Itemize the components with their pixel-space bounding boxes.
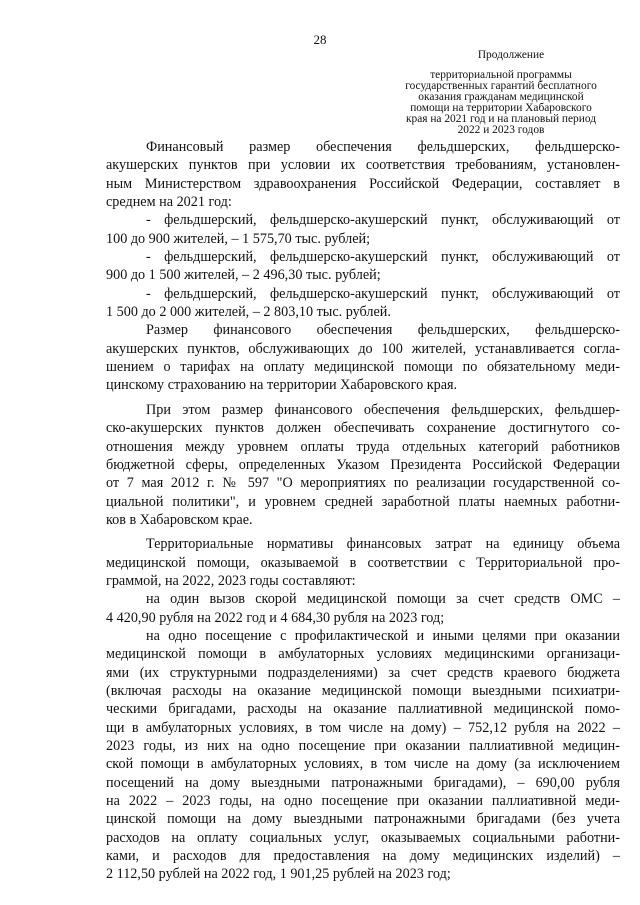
body-line: Финансовый размер обеспечения фельдшерских, фельдшерско-	[146, 139, 620, 155]
header-line: оказания гражданам медицинской	[418, 91, 584, 103]
body-line: 2023 годы, из них на одно посещение при оказании паллиативной медицин-	[106, 738, 620, 754]
body-line: ско-акушерских пунктов должен обеспечивать сохранение достигнутого со-	[106, 420, 620, 437]
body-line: - фельдшерский, фельдшерско-акушерский пункт, обслуживающий от	[146, 249, 620, 266]
body-line: бюджетной сферы, определенных Указом Президента Российской Федерации	[106, 456, 620, 473]
header-line: края на 2021 год и на плановый период	[405, 113, 597, 125]
body-line: граммой, на 2022, 2023 годы составляют:	[106, 572, 356, 589]
body-line: расходов на оплату социальных услуг, оказываемых социальными работни-	[106, 829, 620, 846]
body-line: на 2022 – 2023 годы, на одно посещение при оказании паллиативной меди-	[106, 793, 620, 810]
body-line: на один вызов скорой медицинской помощи за счет средств ОМС –	[146, 591, 620, 608]
body-line: среднем на 2021 год:	[106, 194, 232, 211]
body-line: Размер финансового обеспечения фельдшерских, фельдшерско-	[146, 322, 620, 339]
body-line: ками, и расходов для предоставления на дому медицинских изделий) –	[106, 848, 620, 865]
body-line: ской помощи в амбулаторных условиях, в том числе на дому (за исключением	[106, 756, 620, 773]
page-number: 28	[313, 32, 327, 47]
body-line: отношения между уровнем оплаты труда отдельных категорий работников	[106, 438, 620, 455]
body-line: ным Министерством здравоохранения Российской Федерации, составляет в	[106, 175, 620, 192]
body-line: - фельдшерский, фельдшерско-акушерский пункт, обслуживающий от	[146, 285, 620, 302]
body-line: шением о тарифах на оплату медицинской помощи по обязательному меди-	[106, 359, 620, 376]
body-line: циальной политики", и уровнем средней заработной платы наемных работни-	[106, 493, 620, 510]
body-line: 1 500 до 2 000 жителей, – 2 803,10 тыс. рублей.	[106, 304, 391, 321]
body-line: медицинской помощи в амбулаторных условиях медицинскими организаци-	[106, 646, 620, 663]
header-line: государственных гарантий бесплатного	[405, 80, 597, 92]
body-line: щи в амбулаторных условиях, в том числе на дому) – 752,12 рубля на 2022 –	[106, 719, 620, 736]
body-line: ков в Хабаровском крае.	[106, 511, 253, 528]
body-line: Территориальные нормативы финансовых затрат на единицу объема	[146, 536, 620, 553]
body-line: При этом размер финансового обеспечения фельдшерских, фельдшер-	[146, 401, 620, 418]
body-line: ческими бригадами, расходы на оказание паллиативной медицинской помо-	[106, 701, 620, 718]
header-line: 2022 и 2023 годов	[457, 124, 545, 136]
document-body	[106, 138, 620, 884]
header-line: помощи на территории Хабаровского	[410, 102, 592, 114]
body-line: 900 до 1 500 жителей, – 2 496,30 тыс. рублей;	[106, 267, 381, 284]
body-line: цинскому страхованию на территории Хабаровского края.	[106, 377, 458, 394]
body-line: (включая расходы на оказание медицинской помощи выездными психиатри-	[106, 682, 620, 699]
body-line: медицинской помощи, оказываемой в соответствии с Территориальной про-	[106, 554, 620, 571]
body-line: 4 420,90 рубля на 2022 год и 4 684,30 рубля на 2023 год;	[106, 609, 445, 626]
body-line: цинской помощи на дому выездными патронажными бригадами (без учета	[106, 811, 620, 828]
body-line: 2 112,50 рублей на 2022 год, 1 901,25 рублей на 2023 год;	[106, 866, 451, 883]
continuation-label: Продолжение	[477, 49, 545, 61]
body-line: ями (их структурными подразделениями) за счет средств краевого бюджета	[106, 664, 620, 681]
document-header	[383, 50, 619, 136]
body-line: акушерских пунктов при условии их соответствия требованиям, установлен-	[106, 157, 620, 174]
body-line: на одно посещение с профилактической и иными целями при оказании	[146, 627, 620, 644]
body-line: 100 до 900 жителей, – 1 575,70 тыс. рублей;	[106, 230, 371, 247]
header-line: территориальной программы	[430, 69, 572, 81]
body-line: акушерских пунктов, обслуживающих до 100 жителей, устанавливается согла-	[106, 340, 620, 357]
body-line: - фельдшерский, фельдшерско-акушерский пункт, обслуживающий от	[146, 212, 620, 229]
body-line: от 7 мая 2012 г. № 597 "О мероприятиях по реализации государственной со-	[106, 475, 620, 492]
body-line: посещений на дому выездными патронажными бригадами), – 690,00 рубля	[106, 774, 620, 791]
